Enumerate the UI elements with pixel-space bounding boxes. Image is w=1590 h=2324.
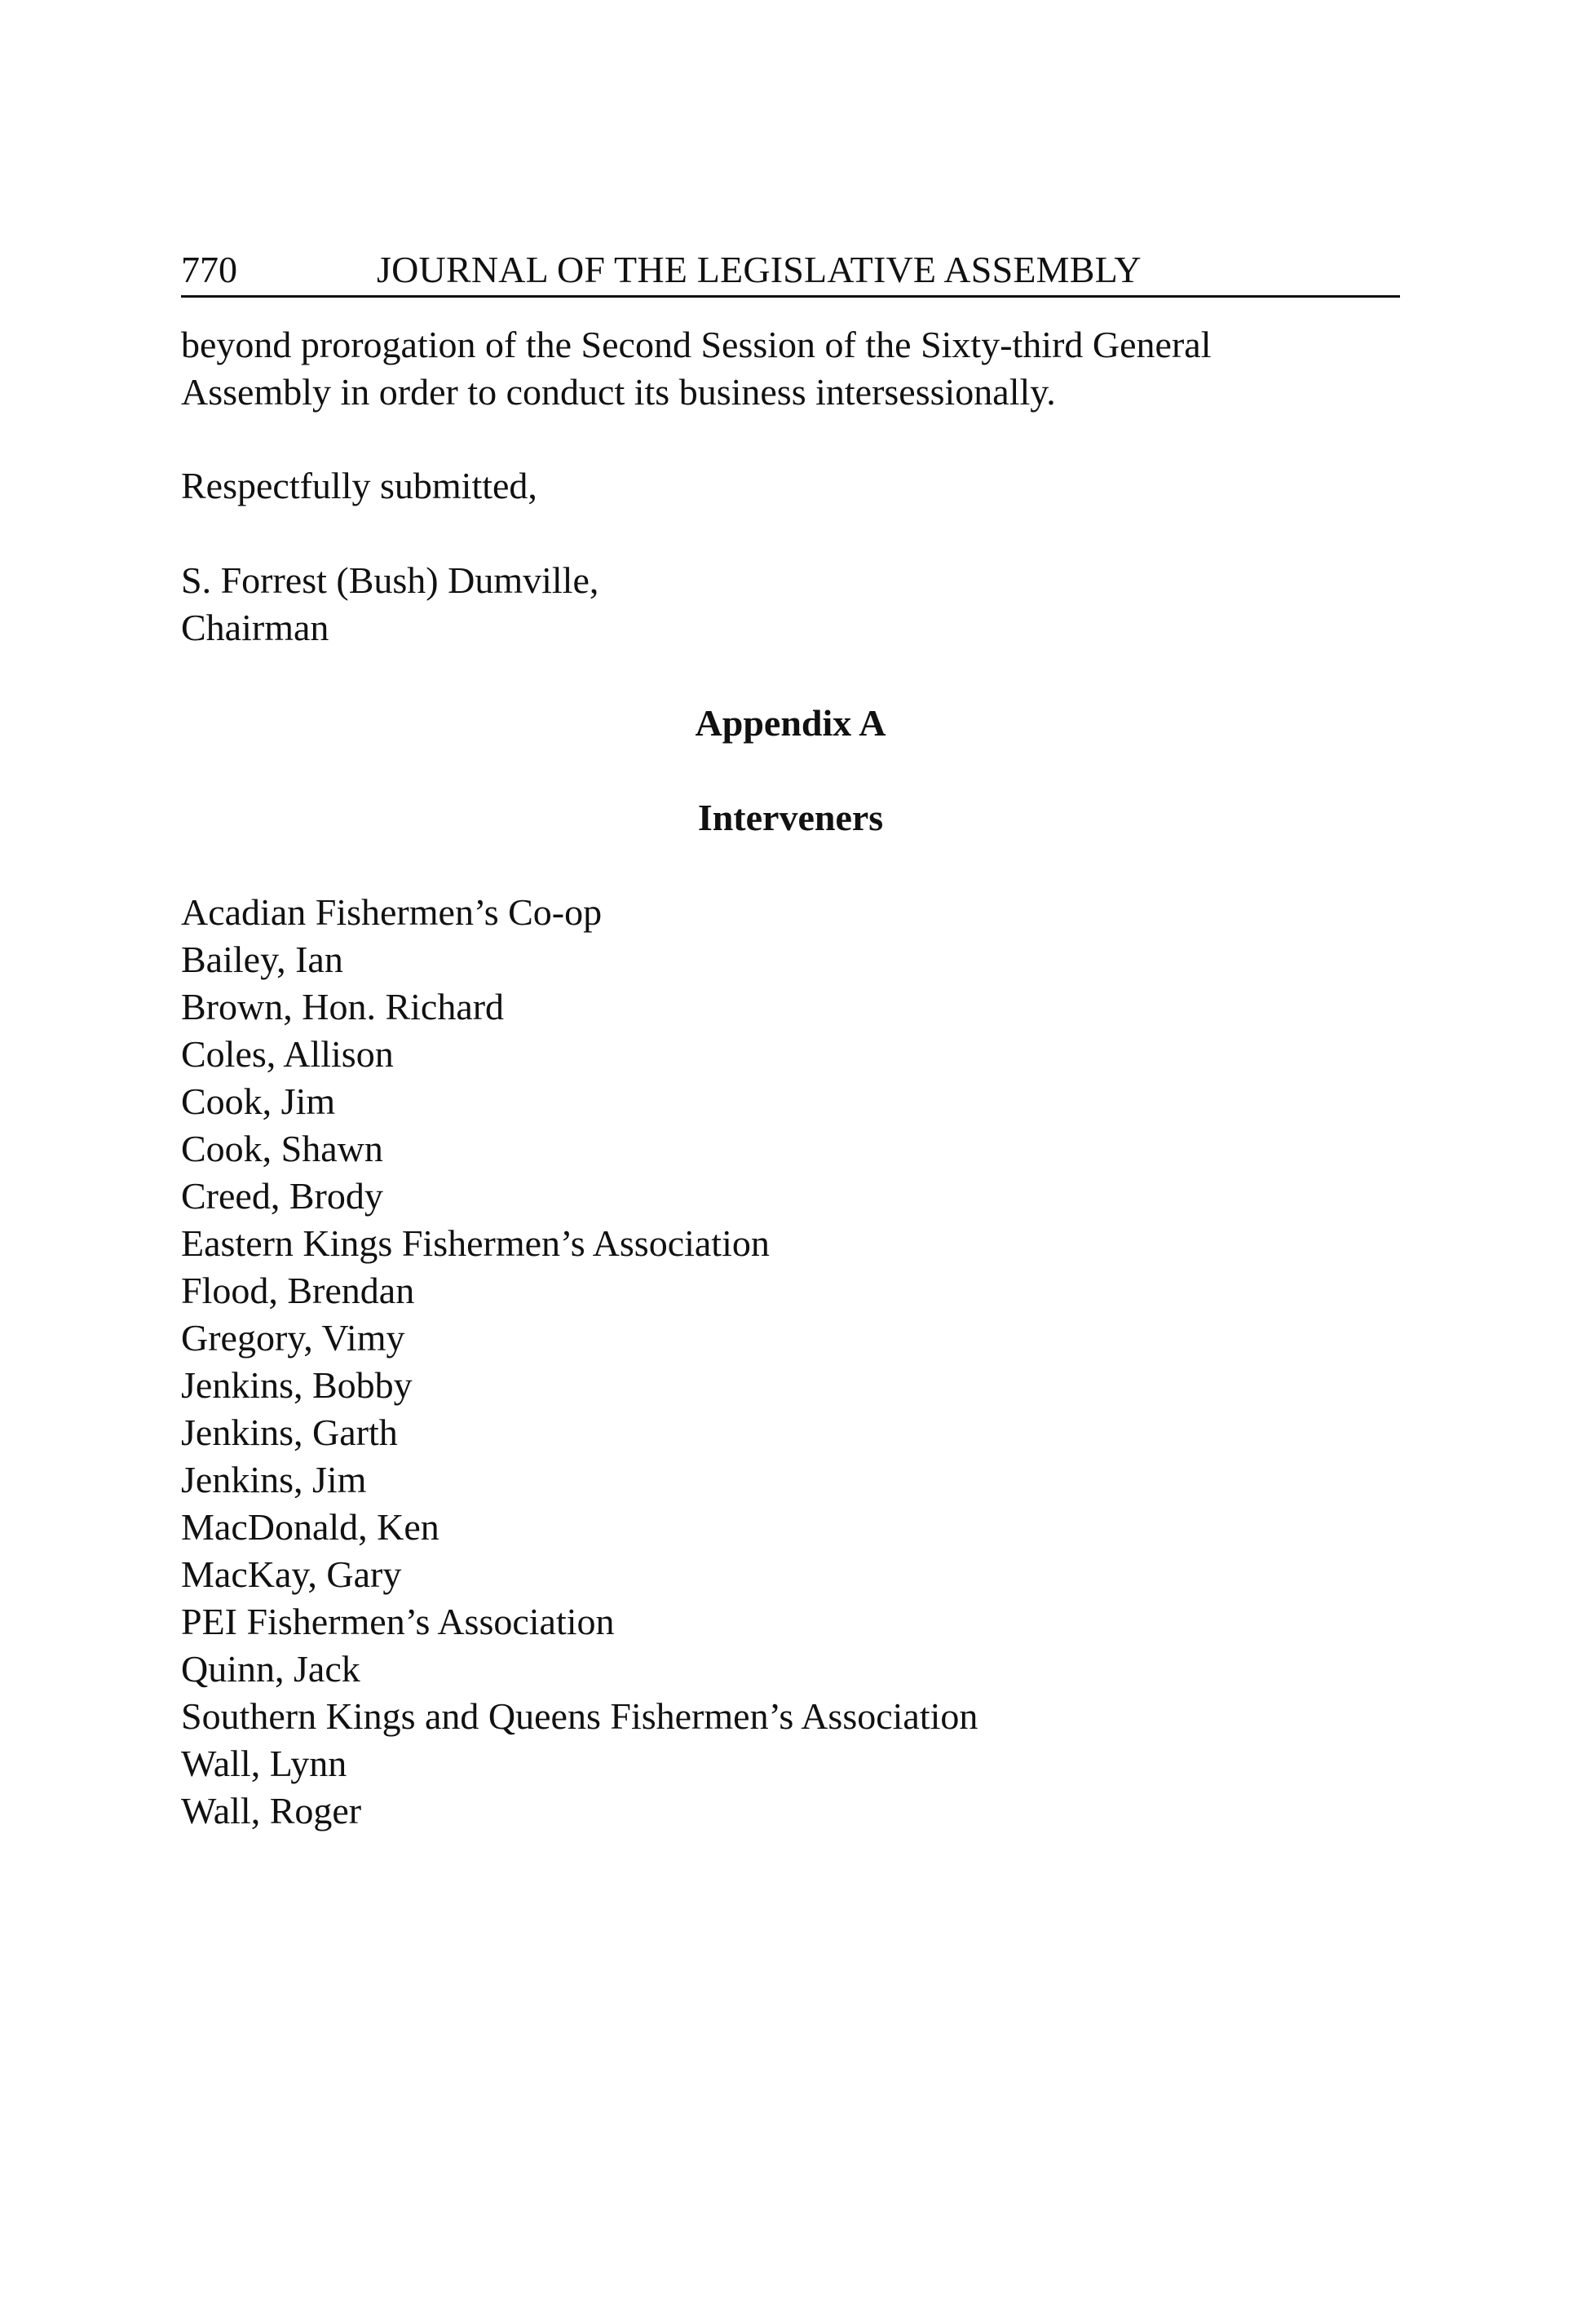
list-item: Cook, Jim [181, 1080, 336, 1122]
running-header [181, 245, 1400, 298]
interveners-heading: Interveners [697, 797, 884, 838]
list-item: Brown, Hon. Richard [181, 986, 505, 1027]
list-item: Acadian Fishermen’s Co-op [181, 891, 603, 933]
list-item: Quinn, Jack [181, 1648, 360, 1690]
list-item: Gregory, Vimy [181, 1317, 405, 1359]
appendix-heading: Appendix A [695, 702, 886, 744]
list-item: MacDonald, Ken [181, 1506, 439, 1548]
list-item: Flood, Brendan [181, 1270, 415, 1311]
list-item: Creed, Brody [181, 1175, 383, 1217]
list-item: MacKay, Gary [181, 1553, 402, 1595]
paragraph-line: beyond prorogation of the Second Session of the Sixty-third General [181, 324, 1212, 365]
list-item: Eastern Kings Fishermen’s Association [181, 1222, 770, 1264]
list-item: Wall, Roger [181, 1790, 362, 1831]
signatory-name: S. Forrest (Bush) Dumville, [181, 559, 599, 601]
list-item: Cook, Shawn [181, 1128, 383, 1169]
journal-title: JOURNAL OF THE LEGISLATIVE ASSEMBLY [377, 249, 1142, 290]
continued-paragraph [181, 321, 1400, 416]
page-number: 770 [181, 249, 237, 290]
signatory-title: Chairman [181, 607, 329, 648]
list-item: Jenkins, Bobby [181, 1364, 413, 1406]
list-item: Jenkins, Jim [181, 1459, 367, 1500]
closing-line: Respectfully submitted, [181, 465, 537, 506]
paragraph-line: Assembly in order to conduct its business intersessionally. [181, 371, 1056, 413]
list-item: Southern Kings and Queens Fishermen’s Association [181, 1695, 978, 1737]
list-item: Wall, Lynn [181, 1743, 347, 1784]
list-item: PEI Fishermen’s Association [181, 1601, 615, 1642]
interveners-list [181, 889, 978, 1835]
list-item: Jenkins, Garth [181, 1412, 398, 1453]
list-item: Bailey, Ian [181, 939, 343, 980]
list-item: Coles, Allison [181, 1033, 394, 1075]
